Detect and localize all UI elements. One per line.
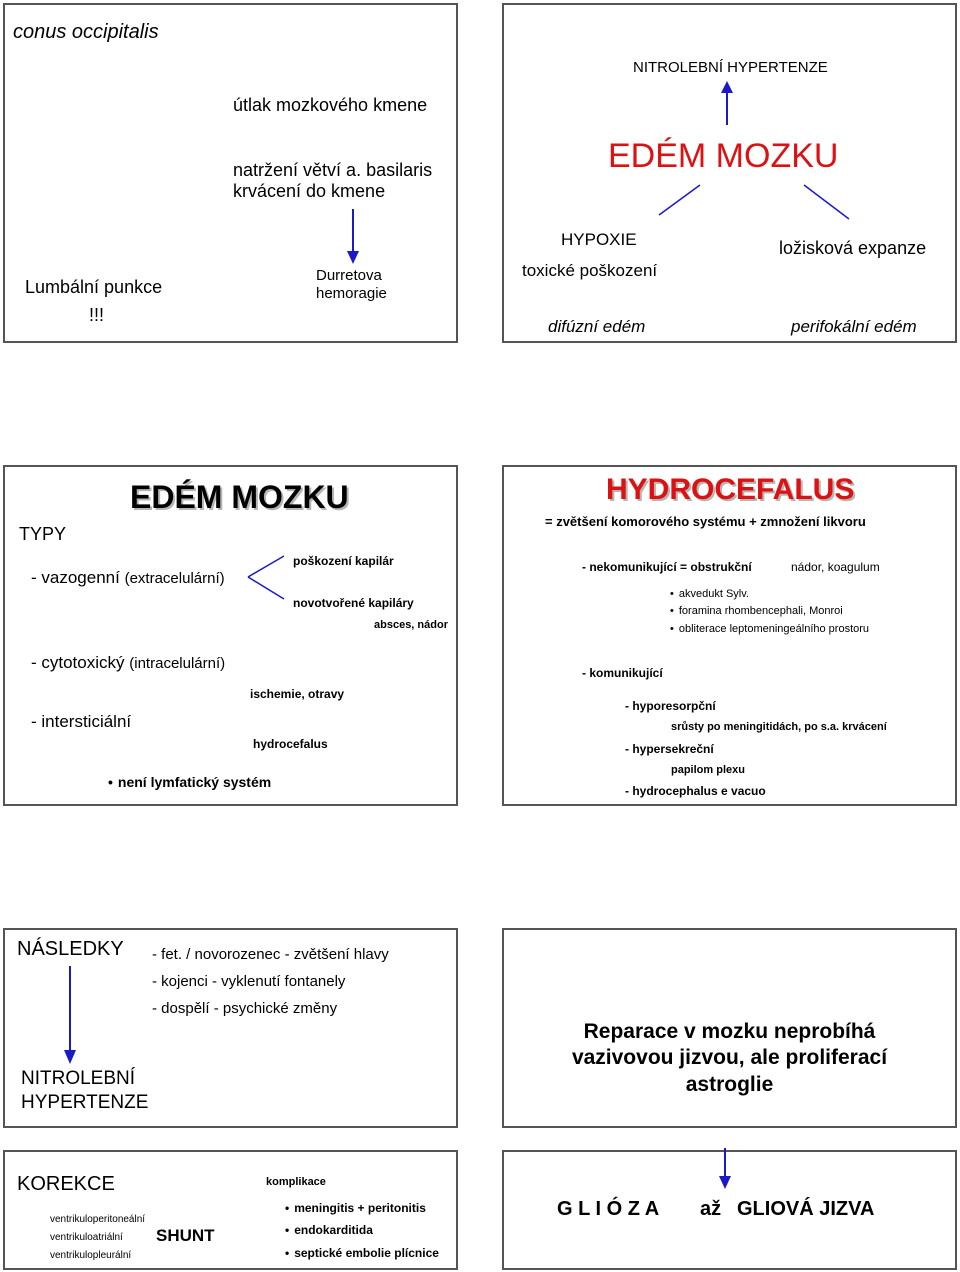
ischemie-label: ischemie, otravy [250, 687, 345, 701]
slide-title: KOREKCE [17, 1173, 115, 1195]
slide-title: HYDROCEFALUS [606, 473, 855, 506]
bullet-obliterace: • obliterace leptomeningeálního prostoru [670, 623, 869, 636]
nador-label: nádor, koagulum [791, 560, 880, 574]
gliova-jizva-label: GLIOVÁ JIZVA [737, 1198, 875, 1220]
reparace-line: Reparace v mozku neprobíhá [583, 1020, 876, 1043]
poskozeni-label: poškození kapilár [293, 554, 394, 568]
vacuo-label: - hydrocephalus e vacuo [625, 784, 766, 798]
bullet-akvedukt: • akvedukt Sylv. [670, 588, 749, 601]
slide-reparace [502, 928, 957, 1128]
ventrikulo-label: ventrikulopleurální [50, 1250, 132, 1261]
glioza-label: G L I Ó Z A [557, 1198, 660, 1220]
shunt-label: SHUNT [156, 1226, 215, 1245]
arrow-up-icon [719, 81, 735, 127]
slide-edem-mozku-causes [502, 3, 957, 343]
slide-title: EDÉM MOZKU [608, 137, 839, 175]
komplikace-label: komplikace [266, 1176, 326, 1188]
arrow-down-icon [717, 1148, 733, 1190]
komunikujici-label: - komunikující [582, 666, 663, 680]
nekomunikujici-label: - nekomunikující = obstrukční [582, 560, 752, 574]
lymfaticky-bullet: • není lymfatický systém [108, 774, 271, 790]
cytotoxicky-label: - cytotoxický [31, 653, 125, 672]
nasledky-line: - dospělí - psychické změny [152, 1000, 338, 1017]
komplikace-item: • endokarditida [285, 1224, 373, 1238]
hypertenze-label: HYPERTENZE [21, 1092, 149, 1113]
slide-edem-typy [3, 465, 458, 806]
exclamation-label: !!! [89, 305, 105, 325]
vazogenni-label: - vazogenní [31, 568, 120, 587]
slide-glioza [502, 1150, 957, 1270]
hemoragie-label: hemoragie [316, 285, 387, 302]
reparace-line: vazivovou jizvou, ale proliferací [571, 1046, 888, 1069]
definition-text: = zvětšení komorového systému + zmnožení likvoru [545, 514, 866, 529]
absces-label: absces, nádor [374, 619, 448, 631]
hyporesorpcni-label: - hyporesorpční [625, 699, 716, 713]
slide-nasledky [3, 928, 458, 1128]
cytotoxicky-item [31, 653, 225, 673]
nitrolebni-hypertenze-label: NITROLEBNÍ HYPERTENZE [633, 59, 828, 76]
difuzni-label: difúzní edém [548, 317, 646, 336]
bracket-lines [246, 553, 286, 603]
vazogenni-item [31, 568, 225, 588]
hypoxie-label: HYPOXIE [561, 230, 637, 249]
text-line: krvácení do kmene [233, 181, 386, 201]
komplikace-item: • meningitis + peritonitis [285, 1202, 426, 1216]
hypersekrecni-label: - hypersekreční [625, 742, 714, 756]
hydrocefalus-label: hydrocefalus [253, 737, 328, 751]
papilom-label: papilom plexu [671, 764, 745, 776]
slide-conus-occipitalis [3, 3, 458, 343]
typy-label: TYPY [19, 524, 67, 544]
srusty-label: srůsty po meningitidách, po s.a. krvácení [671, 721, 887, 733]
komplikace-item: • septické embolie plícnice [285, 1247, 439, 1261]
cytotoxicky-paren: (intracelulární) [129, 655, 226, 672]
arrow-down-icon [62, 966, 78, 1066]
ventrikulo-label: ventrikuloatriální [50, 1232, 123, 1243]
durretova-label: Durretova [316, 267, 382, 284]
slide-korekce [3, 1150, 458, 1270]
nitrolebni-label: NITROLEBNÍ [21, 1068, 136, 1089]
toxicke-label: toxické poškození [522, 261, 658, 280]
az-label: až [700, 1198, 722, 1220]
diagonal-lines [654, 183, 854, 223]
slide-title: NÁSLEDKY [17, 938, 124, 960]
reparace-line: astroglie [685, 1073, 774, 1096]
slide-title: EDÉM MOZKU [130, 479, 349, 515]
lumbal-punkce-label: Lumbální punkce [25, 277, 163, 297]
slide-title: conus occipitalis [13, 21, 159, 43]
text-line: útlak mozkového kmene [233, 95, 428, 115]
bullet-foramina: • foramina rhombencephali, Monroi [670, 605, 843, 618]
slide-hydrocefalus [502, 465, 957, 806]
intersticialni-label: - intersticiální [31, 712, 132, 731]
vazogenni-paren: (extracelulární) [124, 570, 225, 587]
text-line: natržení větví a. basilaris [233, 160, 433, 180]
loziskova-label: ložisková expanze [779, 238, 927, 258]
nasledky-line: - kojenci - vyklenutí fontanely [152, 973, 346, 990]
perifokalni-label: perifokální edém [791, 317, 917, 336]
nasledky-line: - fet. / novorozenec - zvětšení hlavy [152, 946, 389, 963]
arrow-down-icon [343, 209, 363, 265]
ventrikulo-label: ventrikuloperitoneální [50, 1214, 146, 1225]
novotvorene-label: novotvořené kapiláry [293, 596, 414, 610]
